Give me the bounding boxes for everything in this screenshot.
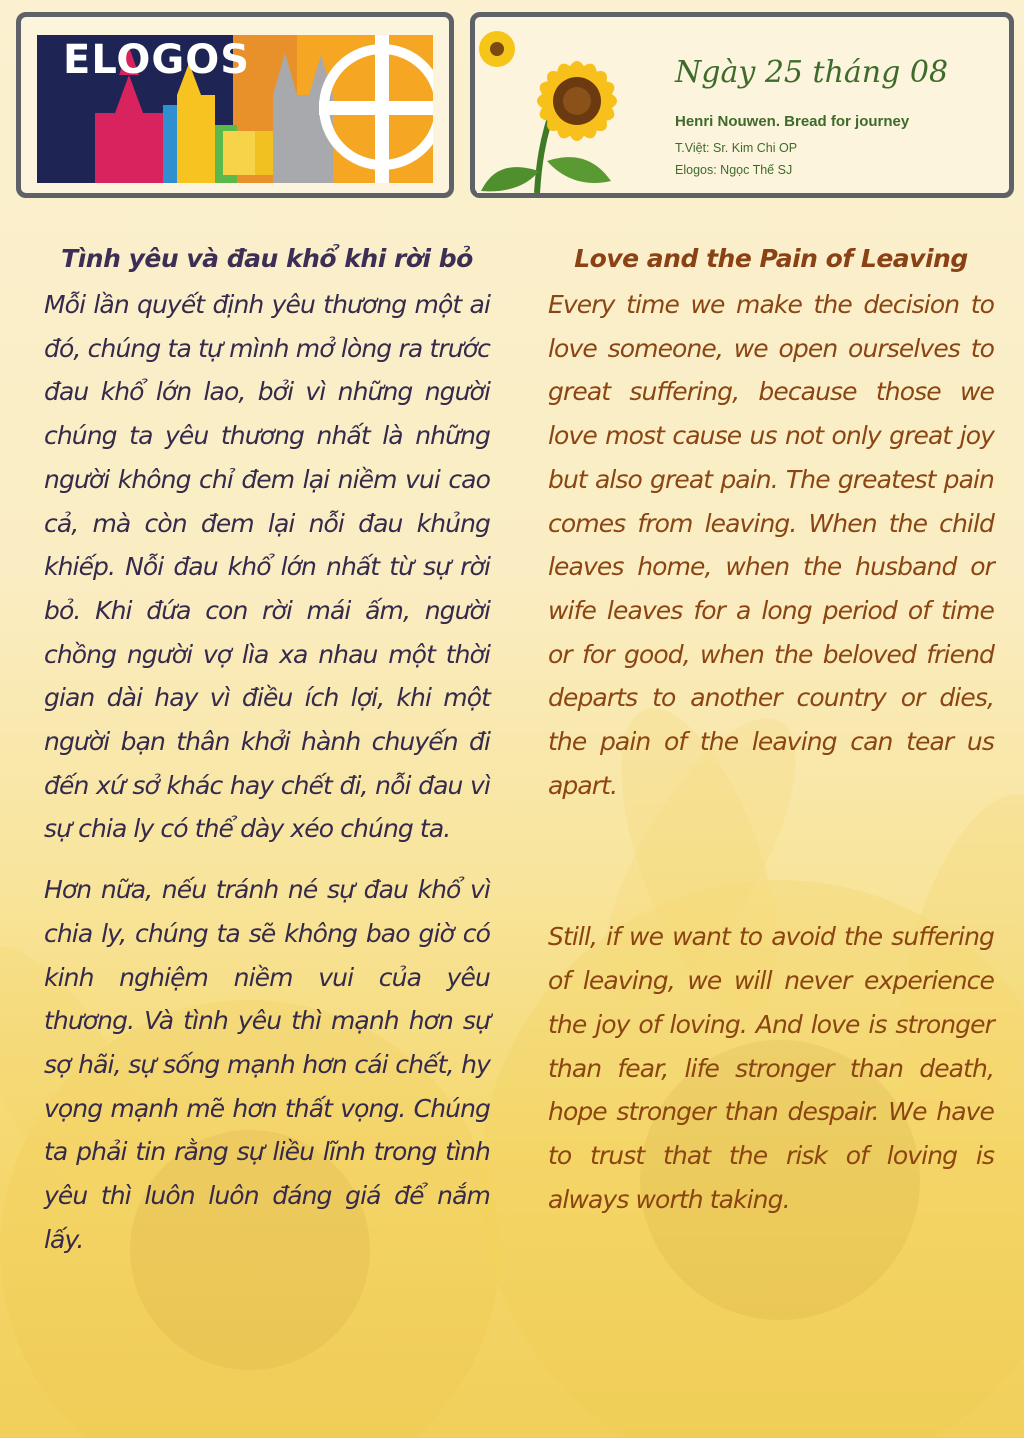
logo-panel <box>16 12 454 198</box>
vietnamese-paragraph-2: Hơn nữa, nếu tránh né sự đau khổ vì chia ly, chúng ta sẽ không bao giờ có kinh nghiệm niềm vui của yêu thương. Và tình yêu thì mạnh hơn sự sợ hãi, sự sống mạnh hơn cái chết, hy vọng mạnh mẽ hơn thất vọng. Chúng ta phải tin rằng sự liều lĩnh trong tình yêu thì luôn luôn đáng giá để nắm lấy. <box>44 875 490 1254</box>
date-title: Ngày 25 tháng 08 <box>675 55 949 90</box>
english-column <box>548 244 994 1221</box>
english-paragraph-1: Every time we make the decision to love someone, we open ourselves to great suffering, because those we love most cause us not only great joy but also great pain. The greatest pain comes from leaving. When the child leaves home, when the husband or wife leaves for a long period of time or for good, when the beloved friend departs to another country or dies, the pain of the leaving can tear us apart. <box>548 290 994 800</box>
english-paragraph-2: Still, if we want to avoid the suffering of leaving, we will never experience the joy of loving. And love is stronger than fear, life stronger than death, hope stronger than despair. We have to trust that the risk of loving is always worth taking. <box>548 922 994 1214</box>
english-heading: Love and the Pain of Leaving <box>574 244 968 273</box>
logo-text: ELOGOS <box>63 37 251 83</box>
vietnamese-paragraph-1: Mỗi lần quyết định yêu thương một ai đó, chúng ta tự mình mở lòng ra trước đau khổ lớn lao, bởi vì những người chúng ta yêu thương nhất là những người không chỉ đem lại niềm vui cao cả, mà còn đem lại nỗi đau khủng khiếp. Nỗi đau khổ lớn nhất từ sự rời bỏ. Khi đứa con rời mái ấm, người chồng người vợ lìa xa nhau một thời gian dài hay vì điều ích lợi, khi một người bạn thân khởi hành chuyến đi đến xứ sở khác hay chết đi, nỗi đau vì sự chia ly có thể dày xéo chúng ta. <box>44 290 490 844</box>
elogos-logo <box>37 35 433 183</box>
sunflower-icon <box>477 21 647 193</box>
source-title: Henri Nouwen. Bread for journey <box>675 113 910 130</box>
vietnamese-heading: Tình yêu và đau khổ khi rời bỏ <box>61 244 473 273</box>
editor-credit: Elogos: Ngọc Thế SJ <box>675 163 793 177</box>
vietnamese-column <box>44 244 490 1261</box>
translator-credit: T.Việt: Sr. Kim Chi OP <box>675 141 798 155</box>
info-panel <box>470 12 1014 198</box>
